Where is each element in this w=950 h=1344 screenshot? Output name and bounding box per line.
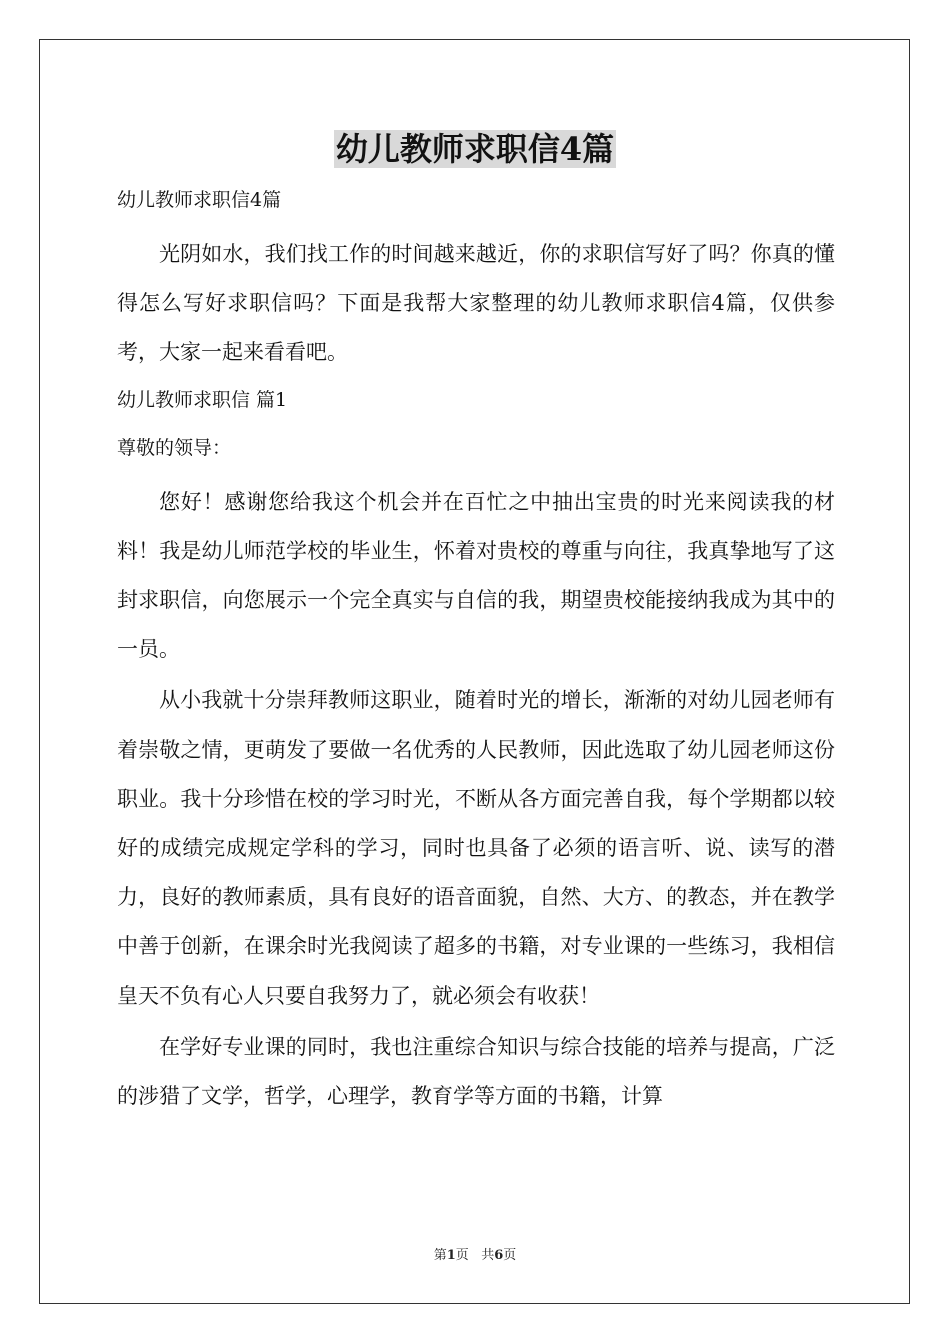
- footer-page-prefix: 第: [433, 1248, 447, 1263]
- document-title-text: 幼儿教师求职信4篇: [335, 130, 615, 168]
- footer-page-suffix: 页: [455, 1248, 469, 1263]
- body-paragraph-2: 从小我就十分崇拜教师这职业，随着时光的增长，渐渐的对幼儿园老师有着崇敬之情，更萌发了要做一名优秀的人民教师，因此选取了幼儿园老师这份职业。我十分珍惜在校的学习时光，不断从各方面完善自我，每个学期都以较好的成绩完成规定学科的学习，同时也具备了必须的语言听、说、读写的潜力，良好的教师素质，具有良好的语音面貌，自然、大方、的教态，并在教学中善于创新，在课余时光我阅读了超多的书籍，对专业课的一些练习，我相信皇天不负有心人只要自我努力了，就必须会有收获！: [117, 688, 835, 1008]
- footer-total-pages: 6: [494, 1248, 504, 1263]
- document-subtitle: 幼儿教师求职信4篇: [117, 189, 282, 211]
- page-footer: [0, 1247, 950, 1265]
- footer-page-number: 1: [446, 1248, 456, 1263]
- footer-total-suffix: 页: [503, 1248, 517, 1263]
- section-heading: 幼儿教师求职信 篇1: [117, 388, 288, 411]
- salutation: 尊敬的领导：: [117, 436, 232, 459]
- document-body: [117, 180, 835, 1121]
- body-paragraph-1: 您好！感谢您给我这个机会并在百忙之中抽出宝贵的时光来阅读我的材料！我是幼儿师范学校的毕业生，怀着对贵校的尊重与向往，我真挚地写了这封求职信，向您展示一个完全真实与自信的我，期望贵校能接纳我成为其中的一员。: [117, 489, 835, 662]
- footer-total-prefix: 共: [481, 1248, 495, 1263]
- body-paragraph-3: 在学好专业课的同时，我也注重综合知识与综合技能的培养与提高，广泛的涉猎了文学，哲学，心理学，教育学等方面的书籍，计算: [117, 1034, 835, 1109]
- document-title: [0, 127, 950, 171]
- intro-paragraph: 光阴如水，我们找工作的时间越来越近，你的求职信写好了吗？你真的懂得怎么写好求职信吗？下面是我帮大家整理的幼儿教师求职信4篇，仅供参考，大家一起来看看吧。: [117, 242, 835, 365]
